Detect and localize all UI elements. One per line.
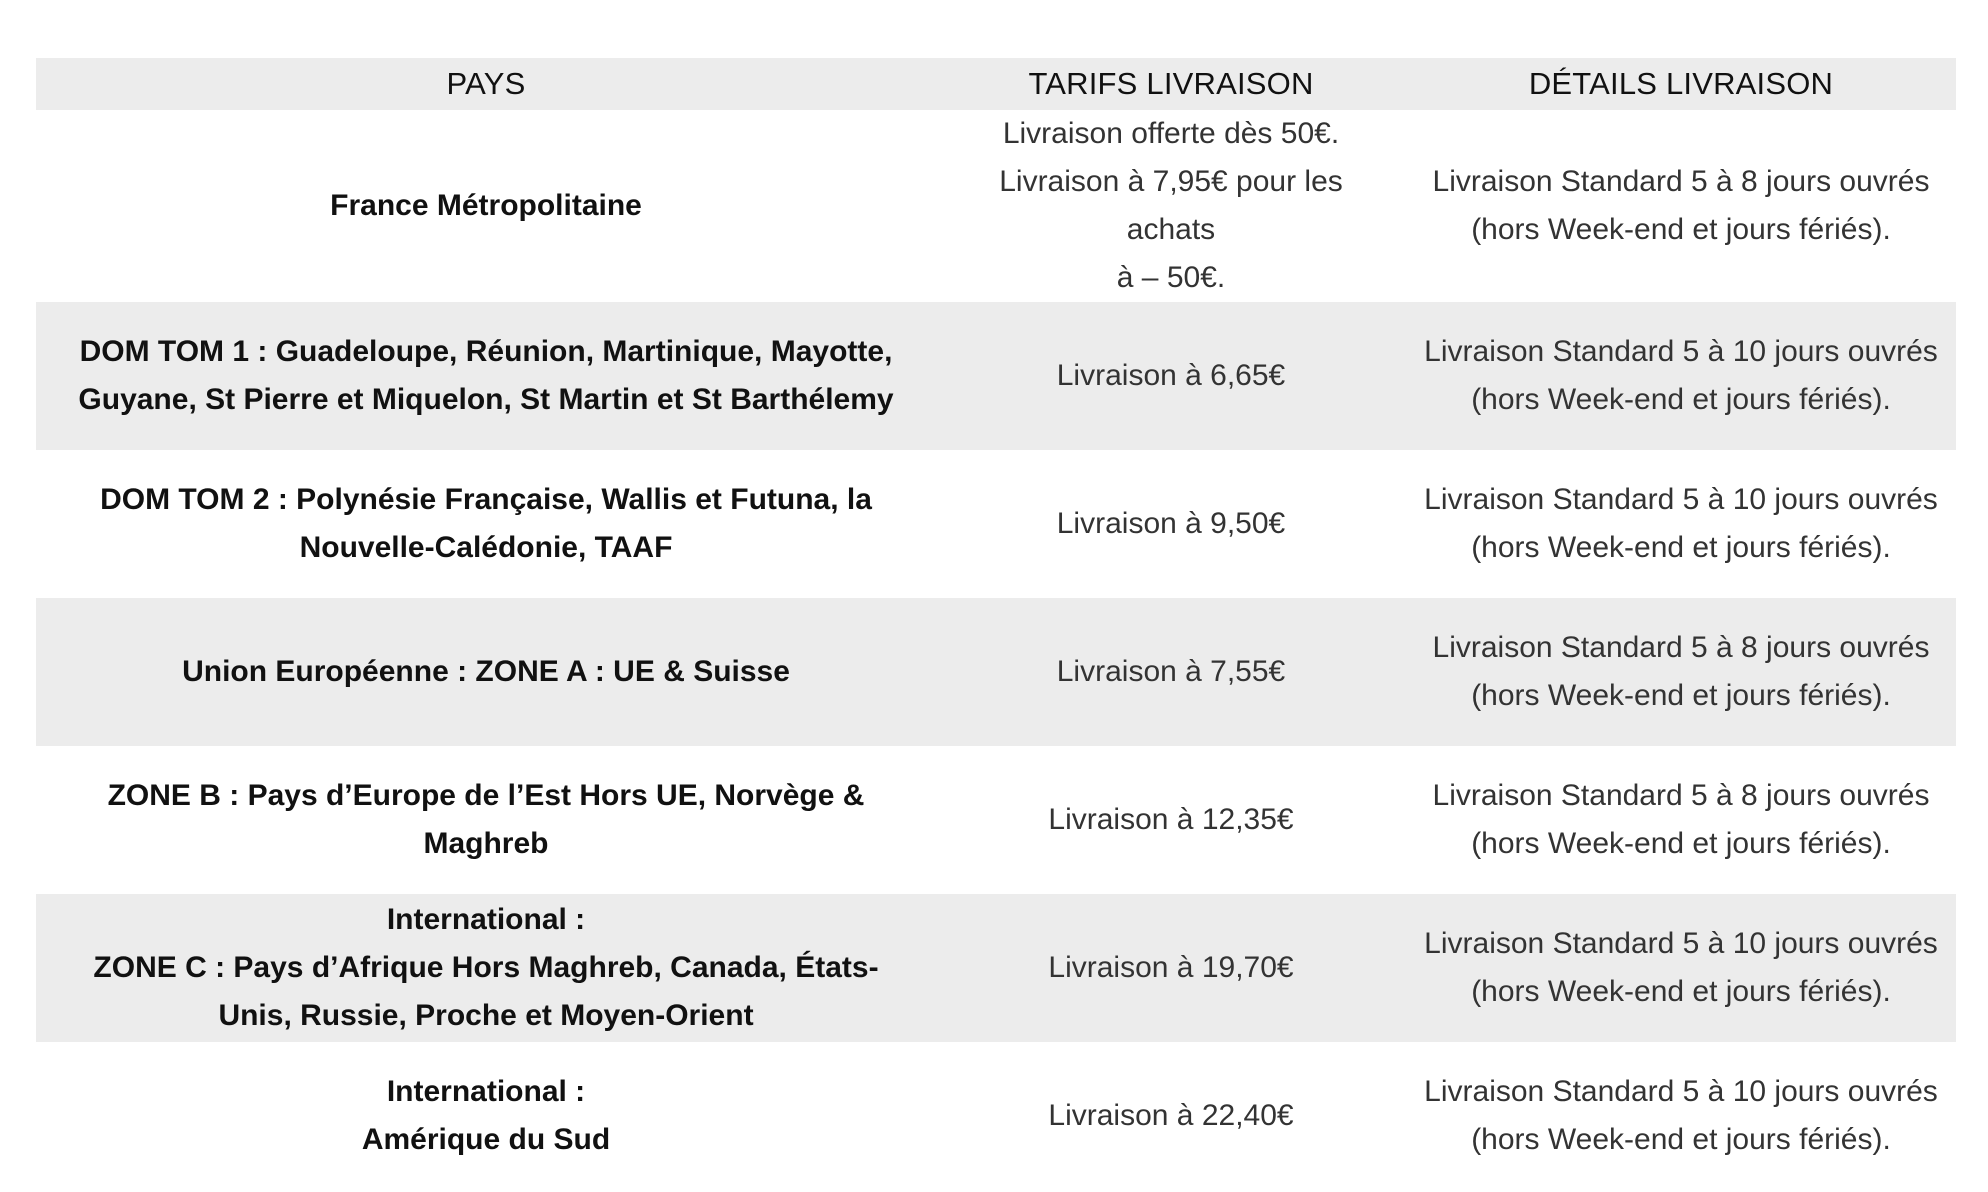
header-country: PAYS [446,66,526,101]
table-row [36,110,1956,302]
table-row [36,1042,1956,1190]
country-cell [36,450,936,598]
country-cell [36,746,936,894]
table-row [36,450,1956,598]
rate-line: Livraison à 22,40€ [1048,1099,1294,1132]
country-cell [36,598,936,746]
rate-line: Livraison à 7,95€ pour les achats [999,165,1343,246]
rate-cell [936,598,1406,746]
country-line: ZONE C : Pays d’Afrique Hors Maghreb, Canada, États- [93,951,879,984]
details-cell: Livraison Standard 5 à 10 jours ouvrés (hors Week-end et jours fériés). [1424,335,1938,416]
country-line: Unis, Russie, Proche et Moyen-Orient [218,999,754,1032]
rate-line: Livraison à 9,50€ [1056,507,1286,540]
details-cell: Livraison Standard 5 à 8 jours ouvrés (hors Week-end et jours fériés). [1432,165,1930,246]
details-cell: Livraison Standard 5 à 10 jours ouvrés (hors Week-end et jours fériés). [1424,927,1938,1008]
rate-line: Livraison à 12,35€ [1048,803,1294,836]
country-line: Maghreb [423,827,549,860]
country-line: Guyane, St Pierre et Miquelon, St Martin et St Barthélemy [78,383,894,416]
table-row [36,302,1956,450]
rate-line: Livraison à 19,70€ [1048,951,1294,984]
header-details: DÉTAILS LIVRAISON [1528,66,1834,101]
details-cell: Livraison Standard 5 à 10 jours ouvrés (hors Week-end et jours fériés). [1424,483,1938,564]
rate-cell [936,110,1406,302]
rate-cell [936,302,1406,450]
table-header-row [36,58,1956,110]
table-row [36,746,1956,894]
country-line: Amérique du Sud [361,1123,611,1156]
rate-line: à – 50€. [1116,261,1226,294]
table-row [36,894,1956,1042]
country-line: International : [386,903,586,936]
header-rates: TARIFS LIVRAISON [1028,66,1314,101]
country-line: France Métropolitaine [330,189,642,222]
country-cell [36,302,936,450]
country-line: Union Européenne : ZONE A : UE & Suisse [182,655,790,688]
details-cell: Livraison Standard 5 à 10 jours ouvrés (hors Week-end et jours fériés). [1424,1075,1938,1156]
details-cell: Livraison Standard 5 à 8 jours ouvrés (hors Week-end et jours fériés). [1432,779,1930,860]
country-line: DOM TOM 1 : Guadeloupe, Réunion, Martinique, Mayotte, [79,335,893,368]
country-cell [36,1042,936,1190]
rate-line: Livraison à 7,55€ [1056,655,1286,688]
country-cell [36,110,936,302]
details-cell: Livraison Standard 5 à 8 jours ouvrés (hors Week-end et jours fériés). [1432,631,1930,712]
country-cell [36,894,936,1042]
rate-line: Livraison à 6,65€ [1056,359,1286,392]
country-line: DOM TOM 2 : Polynésie Française, Wallis et Futuna, la [100,483,872,516]
rate-line: Livraison offerte dès 50€. [1002,117,1340,150]
country-line: Nouvelle-Calédonie, TAAF [299,531,673,564]
country-line: ZONE B : Pays d’Europe de l’Est Hors UE, Norvège & [107,779,865,812]
table-row [36,598,1956,746]
shipping-rates-table [36,58,1956,1190]
rate-cell [936,746,1406,894]
rate-cell [936,450,1406,598]
rate-cell [936,1042,1406,1190]
rate-cell [936,894,1406,1042]
country-line: International : [386,1075,586,1108]
